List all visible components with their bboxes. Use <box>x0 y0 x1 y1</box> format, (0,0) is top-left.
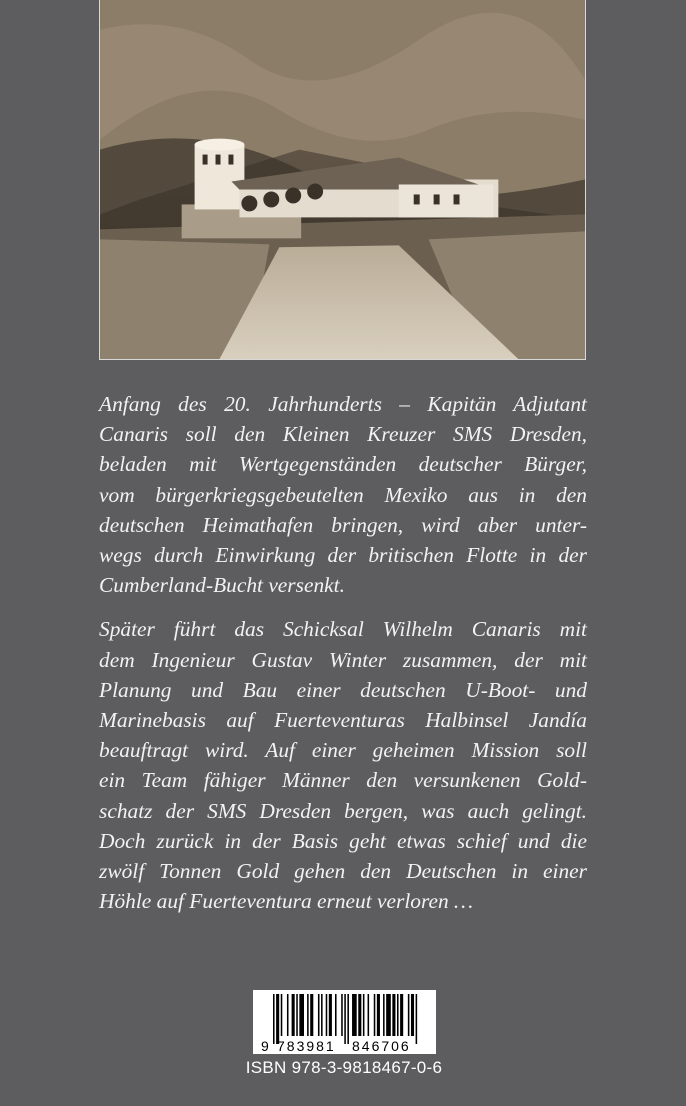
barcode-bar <box>281 994 283 1036</box>
barcode-bar <box>408 994 410 1036</box>
barcode-bar <box>292 994 295 1036</box>
barcode-bar <box>352 994 357 1036</box>
barcode-bar <box>321 994 323 1036</box>
barcode-bar <box>276 994 279 1044</box>
blurb-paragraph-2 <box>99 614 587 916</box>
blurb-line: beauftragt wird. Auf einer geheimen Mission soll <box>99 738 587 763</box>
blurb-line: wegs durch Einwirkung der britischen Flotte in der <box>99 543 587 568</box>
barcode-bar <box>411 994 414 1036</box>
barcode-bar <box>307 994 309 1036</box>
blurb-line: ein Team fähiger Männer den versunkenen Gold- <box>99 768 587 793</box>
blurb-line: Später führt das Schicksal Wilhelm Canaris mit <box>99 617 587 642</box>
barcode-bar <box>358 994 361 1036</box>
barcode-bar <box>386 994 391 1036</box>
barcode-bar <box>392 994 395 1036</box>
barcode-bar <box>400 994 403 1036</box>
blurb-line: vom bürgerkriegsgebeutelten Mexiko aus in den <box>99 482 587 507</box>
barcode-bar <box>383 994 385 1036</box>
barcode-bar <box>335 994 337 1036</box>
barcode-bar <box>318 994 320 1036</box>
isbn-number: ISBN 978-3-9818467-0-6 <box>245 1058 443 1077</box>
ean-barcode <box>253 990 436 1054</box>
barcode-bar <box>329 994 332 1036</box>
blurb-line: Doch zurück in der Basis geht etwas schief und die <box>99 828 587 853</box>
barcode-bar <box>296 994 298 1036</box>
barcode-digit-first: 9 <box>261 1038 269 1054</box>
cover-photo <box>99 0 586 360</box>
barcode-bar <box>310 994 313 1036</box>
blurb-line: Canaris soll den Kleinen Kreuzer SMS Dresden, <box>99 422 587 447</box>
barcode-bar <box>341 994 343 1036</box>
barcode-bar <box>377 994 380 1036</box>
barcode-bar <box>416 994 418 1044</box>
back-cover-blurb <box>99 389 587 916</box>
blurb-line: zwölf Tonnen Gold gehen den Deutschen in einer <box>99 859 587 884</box>
barcode-bars <box>253 990 436 1054</box>
blurb-line: Cumberland-Bucht versenkt. <box>99 573 345 598</box>
barcode-bar <box>326 994 328 1036</box>
barcode-digits-left: 783981 <box>277 1038 336 1054</box>
barcode-bar <box>397 994 399 1036</box>
blurb-line: deutschen Heimathafen bringen, wird aber unter- <box>99 512 587 537</box>
blurb-line: Planung und Bau einer deutschen U-Boot- und <box>99 677 587 702</box>
blurb-paragraph-1 <box>99 389 587 600</box>
blurb-line: Anfang des 20. Jahrhunderts – Kapitän Adjutant <box>99 392 587 416</box>
blurb-line: beladen mit Wertgegenständen deutscher Bürger, <box>99 452 587 477</box>
barcode-bar <box>363 994 365 1036</box>
villa-mountain-image <box>100 0 585 359</box>
blurb-line: Marinebasis auf Fuerteventuras Halbinsel Jandía <box>99 708 587 733</box>
blurb-line: dem Ingenieur Gustav Winter zusammen, der mit <box>99 647 587 672</box>
blurb-line: Höhle auf Fuerteventura erneut verloren … <box>99 889 474 914</box>
barcode-bar <box>287 994 289 1036</box>
blurb-line: schatz der SMS Dresden bergen, was auch gelingt. <box>99 798 587 823</box>
barcode-bar <box>273 994 275 1044</box>
barcode-bar <box>344 994 346 1044</box>
barcode-bar <box>299 994 304 1036</box>
barcode-bar <box>374 994 376 1036</box>
barcode-bar <box>347 994 349 1044</box>
barcode-digits-right: 846706 <box>352 1038 411 1054</box>
barcode-bar <box>368 994 370 1036</box>
